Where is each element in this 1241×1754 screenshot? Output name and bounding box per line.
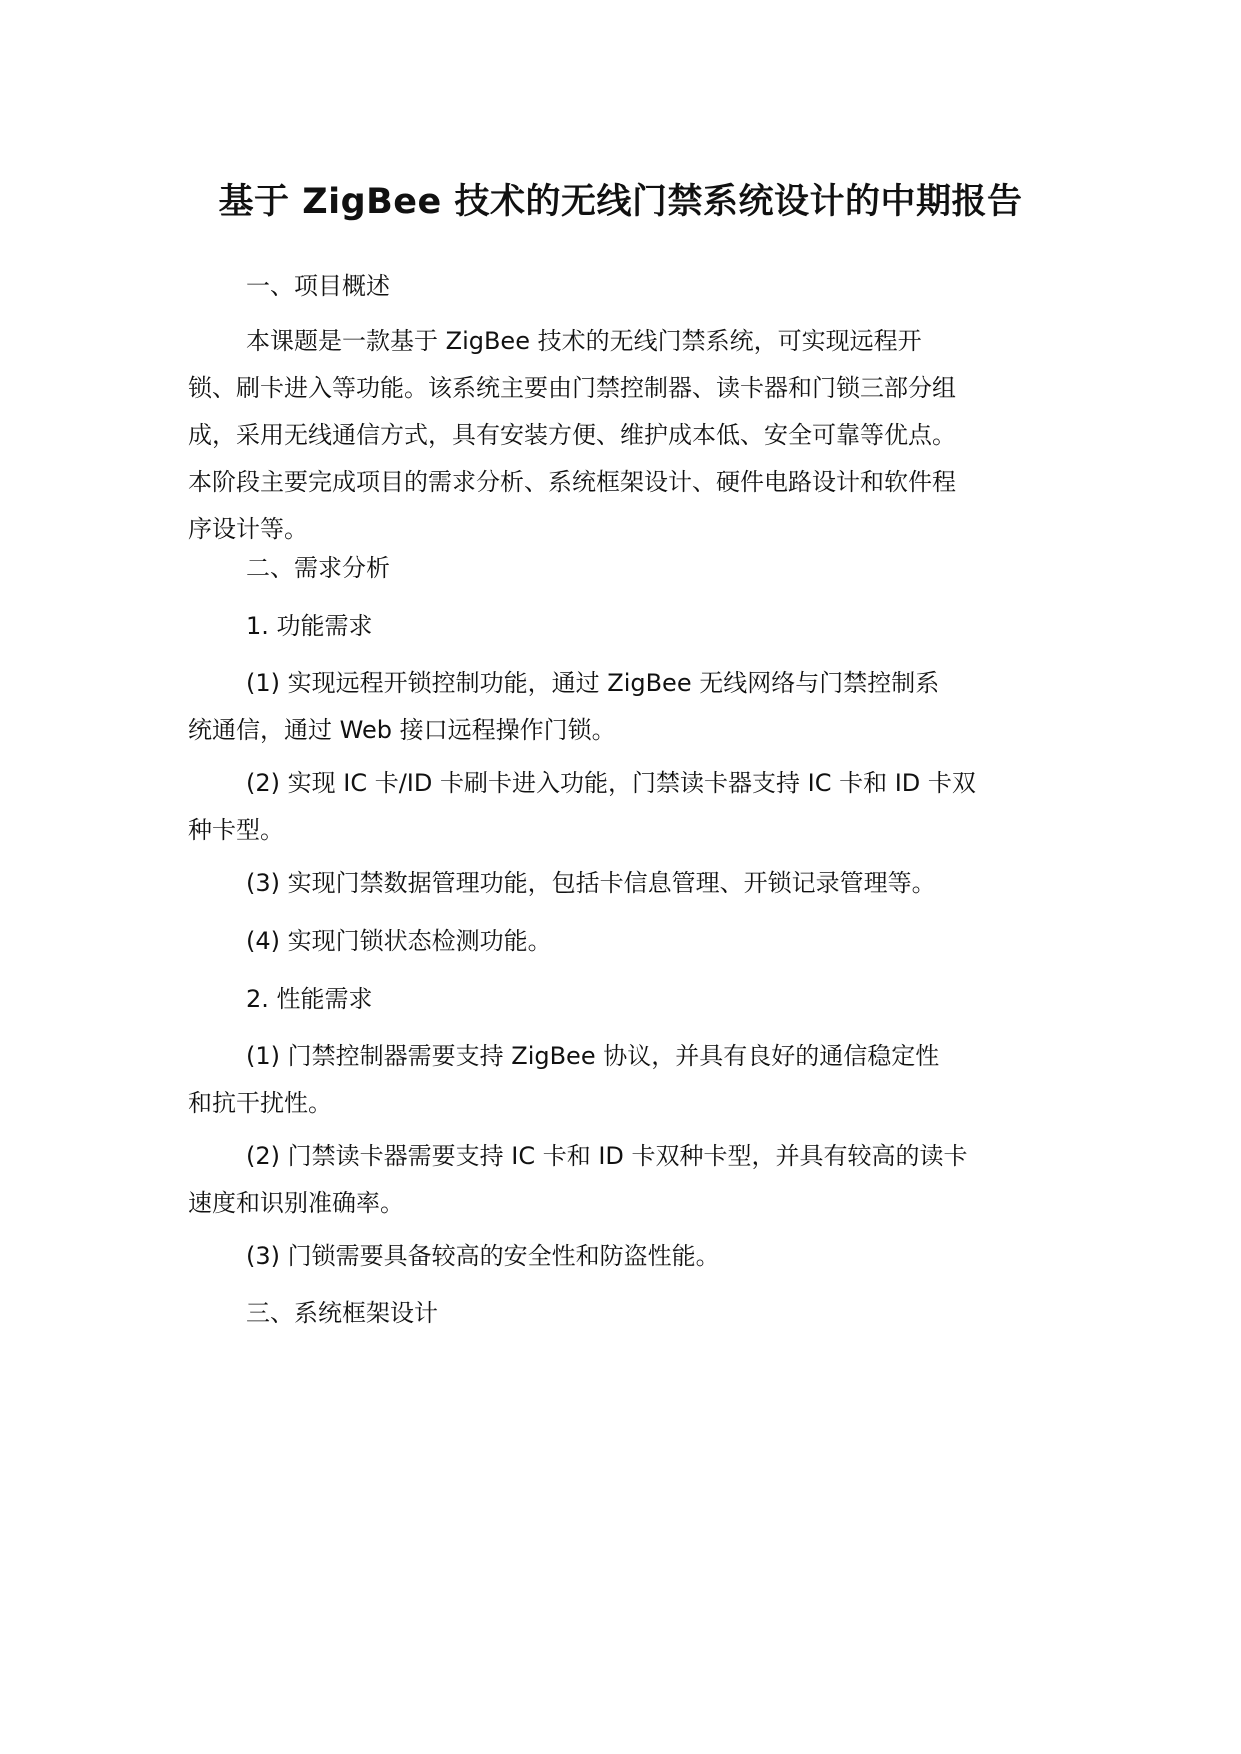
functional-item-1: (1) 实现远程开锁控制功能，通过 ZigBee 无线网络与门禁控制系统通信，通过 Web 接口远程操作门锁。 xyxy=(188,669,940,744)
section-heading-framework: 三、系统框架设计 xyxy=(246,1299,438,1327)
performance-item-2: (2) 门禁读卡器需要支持 IC 卡和 ID 卡双种卡型，并具有较高的读卡速度和识别准确率。 xyxy=(188,1142,968,1217)
functional-item-4: (4) 实现门锁状态检测功能。 xyxy=(246,927,552,955)
performance-item-1: (1) 门禁控制器需要支持 ZigBee 协议，并具有良好的通信稳定性和抗干扰性。 xyxy=(188,1042,940,1117)
functional-item-3: (3) 实现门禁数据管理功能，包括卡信息管理、开锁记录管理等。 xyxy=(246,869,936,897)
functional-item-2: (2) 实现 IC 卡/ID 卡刷卡进入功能，门禁读卡器支持 IC 卡和 ID 卡双种卡型。 xyxy=(188,769,976,844)
document-title: 基于 ZigBee 技术的无线门禁系统设计的中期报告 xyxy=(218,182,1023,222)
subheading-functional: 1. 功能需求 xyxy=(246,612,373,640)
performance-item-3: (3) 门锁需要具备较高的安全性和防盗性能。 xyxy=(246,1242,720,1270)
section-heading-overview: 一、项目概述 xyxy=(246,272,390,300)
section-heading-requirements: 二、需求分析 xyxy=(246,554,390,582)
subheading-performance: 2. 性能需求 xyxy=(246,985,373,1013)
overview-paragraph: 本课题是一款基于 ZigBee 技术的无线门禁系统，可实现远程开锁、刷卡进入等功能。该系统主要由门禁控制器、读卡器和门锁三部分组成，采用无线通信方式，具有安装方便、维护成本低、安全可靠等优点。本阶段主要完成项目的需求分析、系统框架设计、硬件电路设计和软件程序设计等。 xyxy=(188,327,956,543)
